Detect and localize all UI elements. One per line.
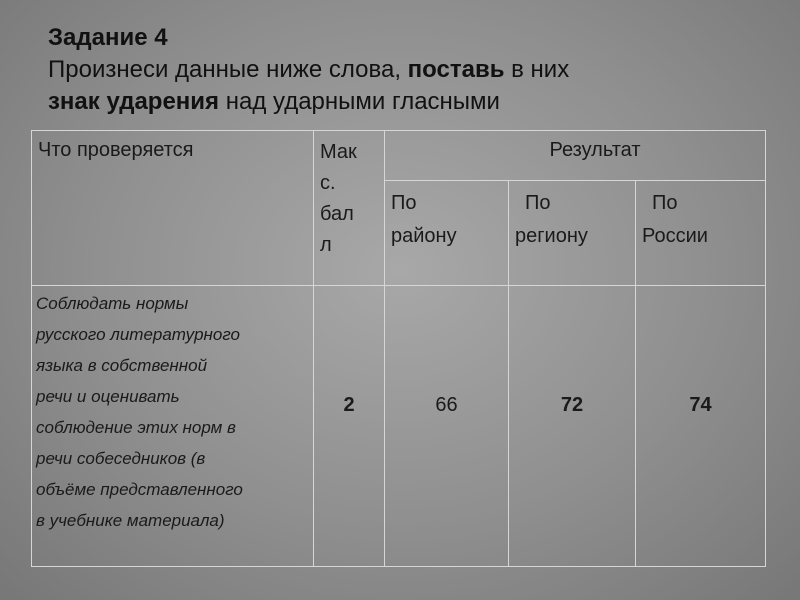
header-max-line: л xyxy=(320,234,332,256)
table-header-row xyxy=(32,131,766,181)
district-score-value: 66 xyxy=(385,286,509,567)
region-score-value: 72 xyxy=(509,286,636,567)
header-what-checked: Что проверяется xyxy=(32,131,314,286)
criterion-line: в учебнике материала) xyxy=(36,511,225,530)
criterion-description xyxy=(32,286,314,567)
subheader-line: району xyxy=(391,225,457,247)
header-by-district xyxy=(385,181,509,286)
header-max-line: с. xyxy=(320,172,336,194)
task-instruction-line-2 xyxy=(48,86,768,118)
instruction-text: в них xyxy=(504,56,570,83)
table-row xyxy=(32,286,766,567)
header-max-score xyxy=(314,131,385,286)
subheader-line: региону xyxy=(515,225,588,247)
subheader-line: По xyxy=(391,192,417,214)
criterion-line: русского литературного xyxy=(36,325,241,344)
subheader-line: По xyxy=(652,192,678,214)
subheader-line: По xyxy=(525,192,551,214)
task-title: Задание 4 xyxy=(48,24,168,51)
instruction-emphasis: знак ударения xyxy=(48,88,220,115)
criterion-line: объёме представленного xyxy=(36,480,243,499)
instruction-text: Произнеси данные ниже слова, xyxy=(48,56,408,83)
criterion-line: языка в собственной xyxy=(36,356,208,375)
criterion-line: речи и оценивать xyxy=(36,387,180,406)
instruction-emphasis: поставь xyxy=(407,56,505,83)
header-max-line: Мак xyxy=(320,141,357,163)
header-by-russia xyxy=(636,181,766,286)
russia-score-value: 74 xyxy=(636,286,766,567)
task-heading xyxy=(48,22,768,118)
max-score-value: 2 xyxy=(314,286,385,567)
header-by-region xyxy=(509,181,636,286)
results-table xyxy=(31,130,766,567)
subheader-line: России xyxy=(642,225,708,247)
criterion-line: речи собеседников (в xyxy=(36,449,206,468)
instruction-text: над ударными гласными xyxy=(219,88,500,115)
task-instruction-line-1 xyxy=(48,54,768,86)
criterion-line: соблюдение этих норм в xyxy=(36,418,236,437)
header-result: Результат xyxy=(385,131,766,181)
criterion-line: Соблюдать нормы xyxy=(36,294,189,313)
header-max-line: бал xyxy=(320,203,354,225)
